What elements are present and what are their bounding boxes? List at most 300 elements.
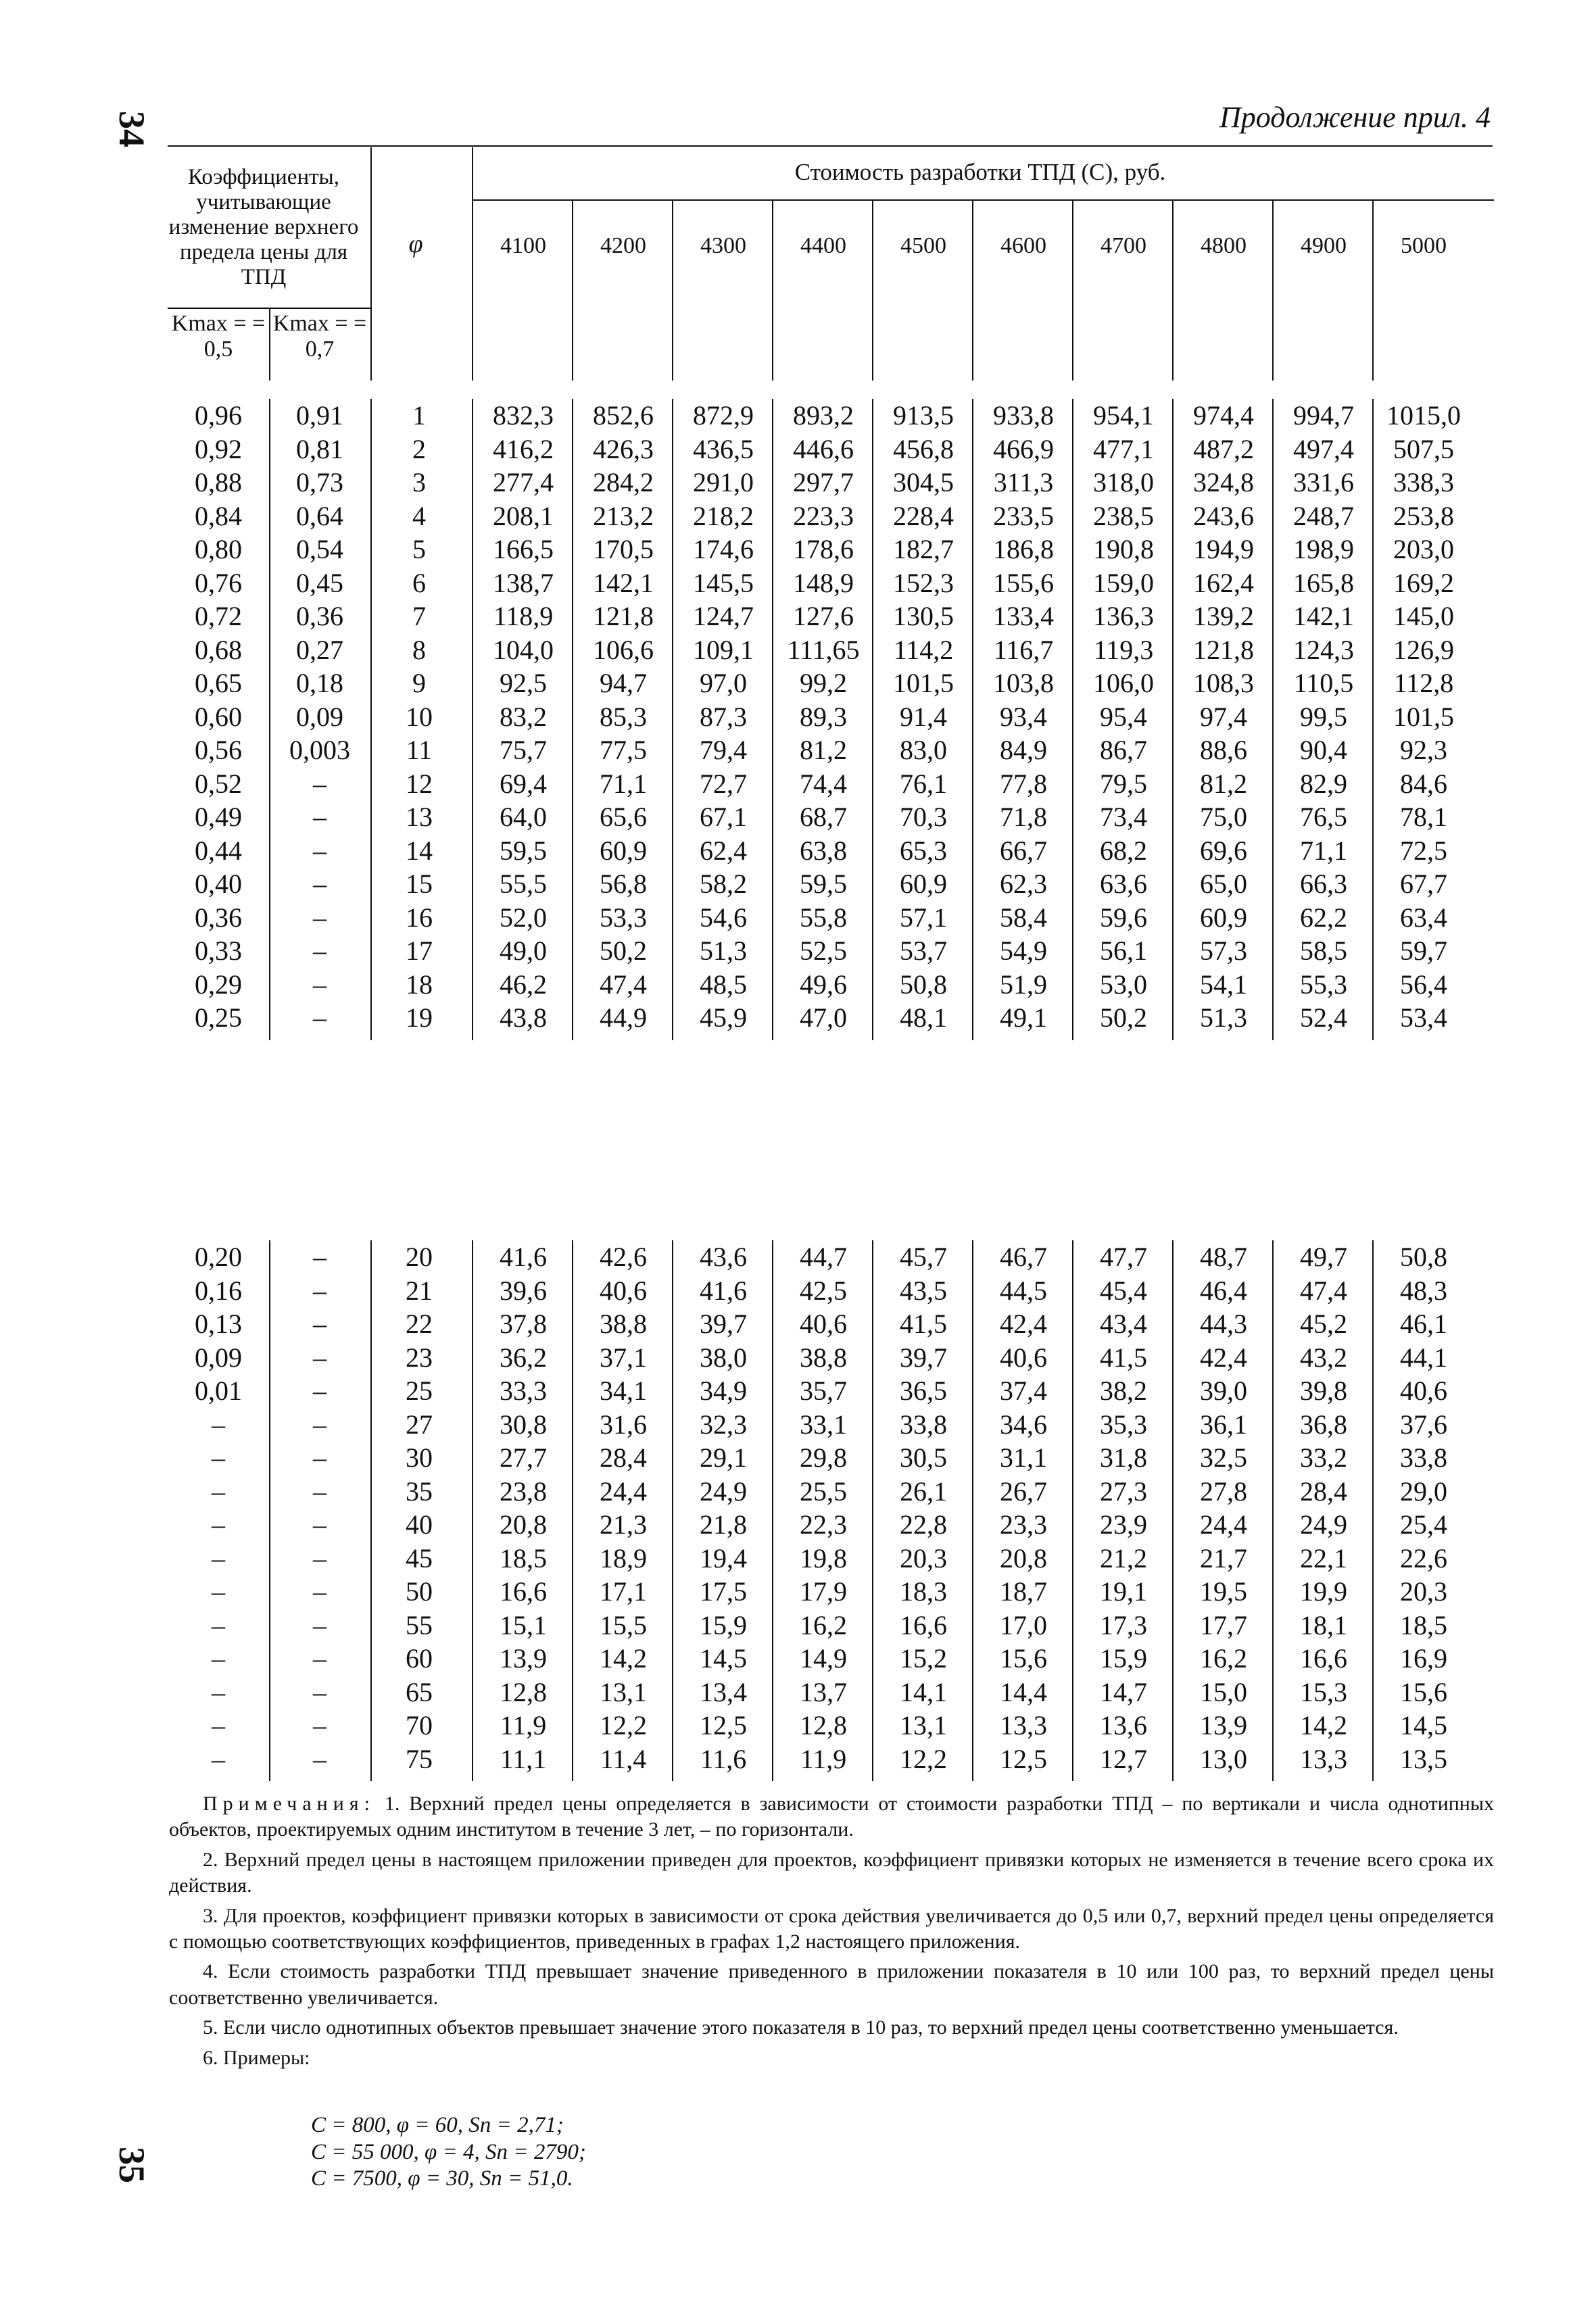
cost-value-cell: 38,2 [1100, 1375, 1147, 1406]
cost-value-cell: 14,1 [900, 1676, 947, 1707]
cost-value-cell: 54,9 [1000, 935, 1047, 966]
phi-cell: 7 [412, 601, 426, 631]
cost-value-cell: 40,6 [1400, 1375, 1447, 1406]
cost-value-cell: 22,3 [800, 1509, 847, 1540]
kmax-05-cell: 0,49 [195, 802, 242, 832]
cost-value-cell: 85,3 [600, 701, 647, 732]
cost-value-cell: 24,9 [700, 1476, 747, 1507]
cost-value-cell: 37,1 [600, 1342, 647, 1373]
kmax-07-cell: – [313, 1342, 327, 1373]
kmax-05-cell: 0,72 [195, 601, 242, 631]
cost-value-cell: 58,2 [700, 869, 747, 899]
kmax-05-cell: 0,01 [195, 1375, 242, 1406]
cost-value-cell: 169,2 [1393, 567, 1454, 598]
cost-value-cell: 139,2 [1193, 601, 1254, 631]
note-4: 4. Если стоимость разработки ТПД превышает значение приведенного в приложении показателя в 10 или 100 раз, то верхний предел цены соответственно увеличивается. [169, 1960, 1494, 2009]
cost-value-cell: 67,1 [700, 802, 747, 832]
cost-value-cell: 57,1 [900, 902, 947, 933]
cost-value-cell: 48,3 [1400, 1275, 1447, 1306]
cost-value-cell: 60,9 [600, 835, 647, 866]
kmax-07-cell: 0,73 [296, 467, 343, 497]
cost-value-cell: 16,6 [900, 1609, 947, 1640]
phi-cell: 27 [406, 1409, 433, 1440]
kmax-05-cell: 0,33 [195, 935, 242, 966]
cost-value-cell: 130,5 [893, 601, 954, 631]
kmax-05-cell: 0,96 [195, 400, 242, 431]
kmax-05-cell: 0,44 [195, 835, 242, 866]
cost-value-cell: 12,2 [600, 1710, 647, 1740]
cost-value-cell: 71,1 [600, 768, 647, 799]
cost-column-header: 4700 [1101, 233, 1146, 258]
cost-value-cell: 86,7 [1100, 735, 1147, 765]
cost-value-cell: 82,9 [1300, 768, 1347, 799]
cost-value-cell: 84,9 [1000, 735, 1047, 765]
cost-value-cell: 41,5 [900, 1309, 947, 1339]
column-divider [572, 1240, 573, 1781]
cost-value-cell: 14,9 [800, 1643, 847, 1674]
cost-value-cell: 32,3 [700, 1409, 747, 1440]
cost-value-cell: 872,9 [693, 400, 754, 431]
cost-value-cell: 34,6 [1000, 1409, 1047, 1440]
cost-value-cell: 13,3 [1300, 1743, 1347, 1774]
cost-value-cell: 487,2 [1193, 433, 1254, 464]
cost-value-cell: 74,4 [800, 768, 847, 799]
cost-value-cell: 31,1 [1000, 1442, 1047, 1473]
cost-value-cell: 21,7 [1200, 1542, 1247, 1574]
cost-value-cell: 33,8 [900, 1409, 947, 1440]
notes-label: Примечания: [203, 1793, 375, 1815]
cost-value-cell: 47,0 [800, 1002, 847, 1033]
examples-block [311, 2112, 586, 2193]
cost-value-cell: 18,9 [600, 1542, 647, 1574]
kmax-05-cell: – [212, 1609, 225, 1640]
kmax-05-cell: 0,16 [195, 1275, 242, 1306]
cost-value-cell: 51,3 [700, 935, 747, 966]
kmax-05-cell: 0,36 [195, 902, 242, 933]
phi-cell: 40 [406, 1509, 433, 1540]
cost-value-cell: 33,2 [1300, 1442, 1347, 1473]
note-3: 3. Для проектов, коэффициент привязки которых в зависимости от срока действия увеличивается до 0,5 или 0,7, верхний предел цены определяется с помощью соответствующих коэффициентов, приведенных в графах 1,2 настоящего приложения. [169, 1904, 1494, 1953]
cost-value-cell: 53,4 [1400, 1002, 1447, 1033]
cost-value-cell: 145,0 [1393, 601, 1454, 631]
cost-value-cell: 178,6 [793, 534, 854, 564]
column-divider [572, 399, 573, 1040]
cost-value-cell: 25,4 [1400, 1509, 1447, 1540]
cost-value-cell: 26,7 [1000, 1476, 1047, 1507]
cost-value-cell: 75,0 [1200, 802, 1247, 832]
cost-value-cell: 48,5 [700, 969, 747, 1000]
cost-value-cell: 56,8 [600, 869, 647, 899]
column-divider [1072, 201, 1073, 381]
phi-cell: 15 [406, 869, 433, 899]
phi-cell: 1 [412, 400, 426, 431]
cost-value-cell: 83,0 [900, 735, 947, 765]
cost-value-cell: 253,8 [1393, 500, 1454, 531]
column-divider [772, 1240, 773, 1781]
kmax-07-cell: – [313, 1643, 327, 1674]
cost-value-cell: 832,3 [493, 400, 554, 431]
cost-value-cell: 1015,0 [1386, 400, 1461, 431]
cost-value-cell: 12,8 [800, 1710, 847, 1740]
kmax-07-cell: 0,81 [296, 433, 343, 464]
cost-value-cell: 90,4 [1300, 735, 1347, 765]
cost-value-cell: 48,7 [1200, 1242, 1247, 1272]
phi-cell: 14 [406, 835, 433, 866]
cost-value-cell: 46,4 [1200, 1275, 1247, 1306]
cost-value-cell: 277,4 [493, 467, 554, 497]
cost-value-cell: 99,5 [1300, 701, 1347, 732]
cost-value-cell: 39,6 [500, 1275, 547, 1306]
cost-value-cell: 13,7 [800, 1676, 847, 1707]
cost-value-cell: 41,6 [700, 1275, 747, 1306]
cost-value-cell: 24,9 [1300, 1509, 1347, 1540]
column-divider [1172, 399, 1174, 1040]
cost-value-cell: 110,5 [1293, 668, 1354, 698]
cost-value-cell: 142,1 [593, 567, 654, 598]
kmax-07-cell: – [313, 869, 327, 899]
cost-value-cell: 162,4 [1193, 567, 1254, 598]
note-6: 6. Примеры: [203, 2046, 310, 2069]
cost-value-cell: 477,1 [1093, 433, 1154, 464]
cost-value-cell: 36,1 [1200, 1409, 1247, 1440]
cost-value-cell: 174,6 [693, 534, 754, 564]
cost-value-cell: 53,0 [1100, 969, 1147, 1000]
cost-value-cell: 38,8 [600, 1309, 647, 1339]
cost-column-header: 4800 [1201, 233, 1247, 258]
cost-value-cell: 45,4 [1100, 1275, 1147, 1306]
kmax-05-cell: 0,13 [195, 1309, 242, 1339]
cost-value-cell: 93,4 [1000, 701, 1047, 732]
cost-value-cell: 30,5 [900, 1442, 947, 1473]
column-divider [672, 399, 673, 1040]
phi-cell: 2 [412, 433, 426, 464]
cost-value-cell: 416,2 [493, 433, 554, 464]
cost-value-cell: 165,8 [1293, 567, 1354, 598]
kmax-07-cell: – [313, 1476, 327, 1507]
phi-cell: 75 [406, 1743, 433, 1774]
cost-value-cell: 43,4 [1100, 1309, 1147, 1339]
phi-header: φ [408, 230, 423, 258]
cost-value-cell: 126,9 [1393, 634, 1454, 665]
kmax-05-cell: – [212, 1576, 225, 1607]
cost-value-cell: 69,4 [500, 768, 547, 799]
cost-value-cell: 426,3 [593, 433, 654, 464]
cost-value-cell: 194,9 [1193, 534, 1254, 564]
column-divider [1072, 1240, 1073, 1781]
cost-value-cell: 59,6 [1100, 902, 1147, 933]
cost-value-cell: 198,9 [1293, 534, 1354, 564]
note-5: 5. Если число однотипных объектов превышает значение этого показателя в 10 раз, то верхний предел цены соответственно уменьшается. [203, 2016, 1399, 2039]
cost-value-cell: 30,8 [500, 1409, 547, 1440]
kmax-07-cell: 0,54 [296, 534, 343, 564]
cost-value-cell: 127,6 [793, 601, 854, 631]
cost-value-cell: 49,0 [500, 935, 547, 966]
cost-value-cell: 35,7 [800, 1375, 847, 1406]
cost-value-cell: 55,8 [800, 902, 847, 933]
kmax-07-cell: – [313, 902, 327, 933]
cost-value-cell: 92,5 [500, 668, 547, 698]
kmax-07-cell: 0,36 [296, 601, 343, 631]
cost-value-cell: 28,4 [600, 1442, 647, 1473]
header-rule [168, 145, 1493, 147]
column-divider [1372, 399, 1374, 1040]
cost-value-cell: 55,5 [500, 869, 547, 899]
cost-value-cell: 63,6 [1100, 869, 1147, 899]
cost-value-cell: 14,4 [1000, 1676, 1047, 1707]
cost-value-cell: 15,6 [1000, 1643, 1047, 1674]
cost-value-cell: 11,9 [500, 1710, 547, 1740]
kmax-05-cell: – [212, 1509, 225, 1540]
cost-value-cell: 297,7 [793, 467, 854, 497]
kmax-05-cell: 0,88 [195, 467, 242, 497]
cost-value-cell: 218,2 [693, 500, 754, 531]
phi-cell: 18 [406, 969, 433, 1000]
cost-value-cell: 16,6 [1300, 1643, 1347, 1674]
column-divider [672, 201, 673, 381]
cost-value-cell: 497,4 [1293, 433, 1354, 464]
cost-value-cell: 77,8 [1000, 768, 1047, 799]
cost-value-cell: 21,2 [1100, 1542, 1147, 1574]
cost-value-cell: 37,6 [1400, 1409, 1447, 1440]
cost-value-cell: 304,5 [893, 467, 954, 497]
cost-value-cell: 15,9 [700, 1609, 747, 1640]
cost-value-cell: 324,8 [1193, 467, 1254, 497]
column-divider [1172, 1240, 1174, 1781]
cost-value-cell: 17,7 [1200, 1609, 1247, 1640]
example-line: C = 800, φ = 60, Sп = 2,71; [311, 2113, 564, 2137]
phi-cell: 21 [406, 1275, 433, 1306]
cost-value-cell: 913,5 [893, 400, 954, 431]
cost-value-cell: 53,7 [900, 935, 947, 966]
phi-cell: 35 [406, 1476, 433, 1507]
cost-value-cell: 99,2 [800, 668, 847, 698]
cost-value-cell: 11,1 [500, 1743, 547, 1774]
kmax-07-cell: – [313, 935, 327, 966]
cost-value-cell: 17,0 [1000, 1609, 1047, 1640]
column-divider [1372, 201, 1374, 381]
cost-value-cell: 29,0 [1400, 1476, 1447, 1507]
column-divider [269, 399, 270, 1040]
cost-value-cell: 66,3 [1300, 869, 1347, 899]
kmax-05-cell: 0,09 [195, 1342, 242, 1373]
running-title: Продолжение прил. 4 [1219, 101, 1491, 134]
cost-value-cell: 954,1 [1093, 400, 1154, 431]
cost-value-cell: 248,7 [1293, 500, 1354, 531]
kmax-05-cell: 0,65 [195, 668, 242, 698]
cost-value-cell: 72,5 [1400, 835, 1447, 866]
cost-value-cell: 318,0 [1093, 467, 1154, 497]
cost-value-cell: 42,5 [800, 1275, 847, 1306]
kmax-05-cell: 0,84 [195, 500, 242, 531]
cost-value-cell: 13,3 [1000, 1710, 1047, 1740]
cost-value-cell: 101,5 [1393, 701, 1454, 732]
kmax-07-cell: 0,91 [296, 400, 343, 431]
cost-value-cell: 994,7 [1293, 400, 1354, 431]
cost-value-cell: 12,8 [500, 1676, 547, 1707]
cost-value-cell: 79,4 [700, 735, 747, 765]
cost-value-cell: 57,3 [1200, 935, 1247, 966]
cost-value-cell: 121,8 [593, 601, 654, 631]
cost-value-cell: 108,3 [1193, 668, 1254, 698]
cost-value-cell: 65,3 [900, 835, 947, 866]
phi-cell: 12 [406, 768, 433, 799]
cost-value-cell: 186,8 [993, 534, 1054, 564]
cost-value-cell: 39,7 [900, 1342, 947, 1373]
cost-value-cell: 284,2 [593, 467, 654, 497]
cost-column-header: 4400 [800, 233, 846, 258]
cost-value-cell: 47,7 [1100, 1242, 1147, 1272]
column-divider [370, 399, 372, 1040]
cost-value-cell: 19,4 [700, 1542, 747, 1574]
cost-value-cell: 45,9 [700, 1002, 747, 1033]
phi-cell: 30 [406, 1442, 433, 1473]
cost-value-cell: 23,8 [500, 1476, 547, 1507]
cost-value-cell: 79,5 [1100, 768, 1147, 799]
cost-value-cell: 223,3 [793, 500, 854, 531]
cost-value-cell: 507,5 [1393, 433, 1454, 464]
cost-value-cell: 43,5 [900, 1275, 947, 1306]
cost-value-cell: 12,7 [1100, 1743, 1147, 1774]
cost-value-cell: 92,3 [1400, 735, 1447, 765]
cost-value-cell: 16,2 [1200, 1643, 1247, 1674]
cost-value-cell: 63,4 [1400, 902, 1447, 933]
cost-value-cell: 52,5 [800, 935, 847, 966]
cost-value-cell: 40,6 [1000, 1342, 1047, 1373]
cost-value-cell: 22,8 [900, 1509, 947, 1540]
column-divider [1272, 201, 1274, 381]
kmax-07-cell: 0,003 [289, 735, 350, 765]
cost-value-cell: 166,5 [493, 534, 554, 564]
cost-value-cell: 37,4 [1000, 1375, 1047, 1406]
cost-value-cell: 27,7 [500, 1442, 547, 1473]
cost-value-cell: 42,4 [1200, 1342, 1247, 1373]
cost-value-cell: 13,0 [1200, 1743, 1247, 1774]
cost-value-cell: 43,8 [500, 1002, 547, 1033]
cost-value-cell: 19,1 [1100, 1576, 1147, 1607]
kmax-07-cell: – [313, 1743, 327, 1774]
cost-value-cell: 18,5 [500, 1542, 547, 1574]
cost-value-cell: 50,2 [600, 935, 647, 966]
cost-value-cell: 50,8 [1400, 1242, 1447, 1272]
cost-value-cell: 25,5 [800, 1476, 847, 1507]
cost-value-cell: 11,6 [700, 1743, 747, 1774]
cost-column-header: 4100 [500, 233, 546, 258]
cost-value-cell: 76,1 [900, 768, 947, 799]
cost-value-cell: 852,6 [593, 400, 654, 431]
cost-column-header: 4300 [700, 233, 746, 258]
cost-value-cell: 51,3 [1200, 1002, 1247, 1033]
phi-cell: 4 [412, 500, 426, 531]
phi-cell: 65 [406, 1676, 433, 1707]
cost-value-cell: 19,5 [1200, 1576, 1247, 1607]
cost-value-cell: 12,5 [1000, 1743, 1047, 1774]
kmax-07-cell: – [313, 768, 327, 799]
cost-value-cell: 106,6 [593, 634, 654, 665]
cost-value-cell: 24,4 [600, 1476, 647, 1507]
kmax-07-cell: – [313, 1242, 327, 1272]
cost-value-cell: 114,2 [893, 634, 954, 665]
cost-value-cell: 88,6 [1200, 735, 1247, 765]
cost-value-cell: 44,5 [1000, 1275, 1047, 1306]
cost-value-cell: 21,3 [600, 1509, 647, 1540]
cost-value-cell: 109,1 [693, 634, 754, 665]
cost-value-cell: 46,1 [1400, 1309, 1447, 1339]
cost-value-cell: 23,3 [1000, 1509, 1047, 1540]
column-divider [370, 147, 372, 381]
cost-value-cell: 59,7 [1400, 935, 1447, 966]
kmax-07-cell: 0,27 [296, 634, 343, 665]
page-number-top: 34 [112, 111, 152, 147]
kmax-07-cell: 0,18 [296, 668, 343, 698]
phi-cell: 22 [406, 1309, 433, 1339]
kmax-05-cell: – [212, 1643, 225, 1674]
cost-value-cell: 20,8 [500, 1509, 547, 1540]
kmax-05-cell: 0,52 [195, 768, 242, 799]
cost-value-cell: 16,6 [500, 1576, 547, 1607]
cost-value-cell: 112,8 [1393, 668, 1454, 698]
cost-value-cell: 44,9 [600, 1002, 647, 1033]
cost-value-cell: 44,1 [1400, 1342, 1447, 1373]
cost-value-cell: 893,2 [793, 400, 854, 431]
phi-cell: 13 [406, 802, 433, 832]
note-2: 2. Верхний предел цены в настоящем приложении приведен для проектов, коэффициент привязки которых не изменяется в течение всего срока их действия. [169, 1848, 1494, 1897]
cost-value-cell: 59,5 [500, 835, 547, 866]
column-divider [1272, 399, 1274, 1040]
cost-value-cell: 159,0 [1093, 567, 1154, 598]
cost-value-cell: 203,0 [1393, 534, 1454, 564]
column-divider [269, 1240, 270, 1781]
column-divider [472, 1240, 473, 1781]
cost-value-cell: 45,2 [1300, 1309, 1347, 1339]
cost-value-cell: 35,3 [1100, 1409, 1147, 1440]
cost-value-cell: 44,7 [800, 1242, 847, 1272]
cost-value-cell: 34,9 [700, 1375, 747, 1406]
kmax-07-cell: – [313, 1375, 327, 1406]
cost-value-cell: 54,1 [1200, 969, 1247, 1000]
column-divider [472, 147, 473, 381]
column-divider [872, 399, 873, 1040]
cost-value-cell: 15,2 [900, 1643, 947, 1674]
cost-value-cell: 27,3 [1100, 1476, 1147, 1507]
cost-value-cell: 95,4 [1100, 701, 1147, 732]
cost-value-cell: 16,2 [800, 1609, 847, 1640]
cost-value-cell: 933,8 [993, 400, 1054, 431]
kmax-05-cell: – [212, 1710, 225, 1740]
cost-value-cell: 22,1 [1300, 1542, 1347, 1574]
cost-value-cell: 19,9 [1300, 1576, 1347, 1607]
cost-value-cell: 97,4 [1200, 701, 1247, 732]
cost-value-cell: 456,8 [893, 433, 954, 464]
phi-cell: 45 [406, 1542, 433, 1574]
cost-value-cell: 91,4 [900, 701, 947, 732]
cost-value-cell: 104,0 [493, 634, 554, 665]
column-divider [269, 308, 270, 381]
cost-value-cell: 101,5 [893, 668, 954, 698]
cost-value-cell: 71,1 [1300, 835, 1347, 866]
column-divider [572, 201, 573, 381]
cost-value-cell: 49,1 [1000, 1002, 1047, 1033]
cost-value-cell: 22,6 [1400, 1542, 1447, 1574]
column-divider [772, 399, 773, 1040]
kmax-05-cell: 0,56 [195, 735, 242, 765]
cost-value-cell: 78,1 [1400, 802, 1447, 832]
cost-value-cell: 53,3 [600, 902, 647, 933]
cost-value-cell: 62,2 [1300, 902, 1347, 933]
cost-value-cell: 111,65 [787, 634, 860, 665]
cost-value-cell: 331,6 [1293, 467, 1354, 497]
cost-value-cell: 41,6 [500, 1242, 547, 1272]
cost-value-cell: 71,8 [1000, 802, 1047, 832]
